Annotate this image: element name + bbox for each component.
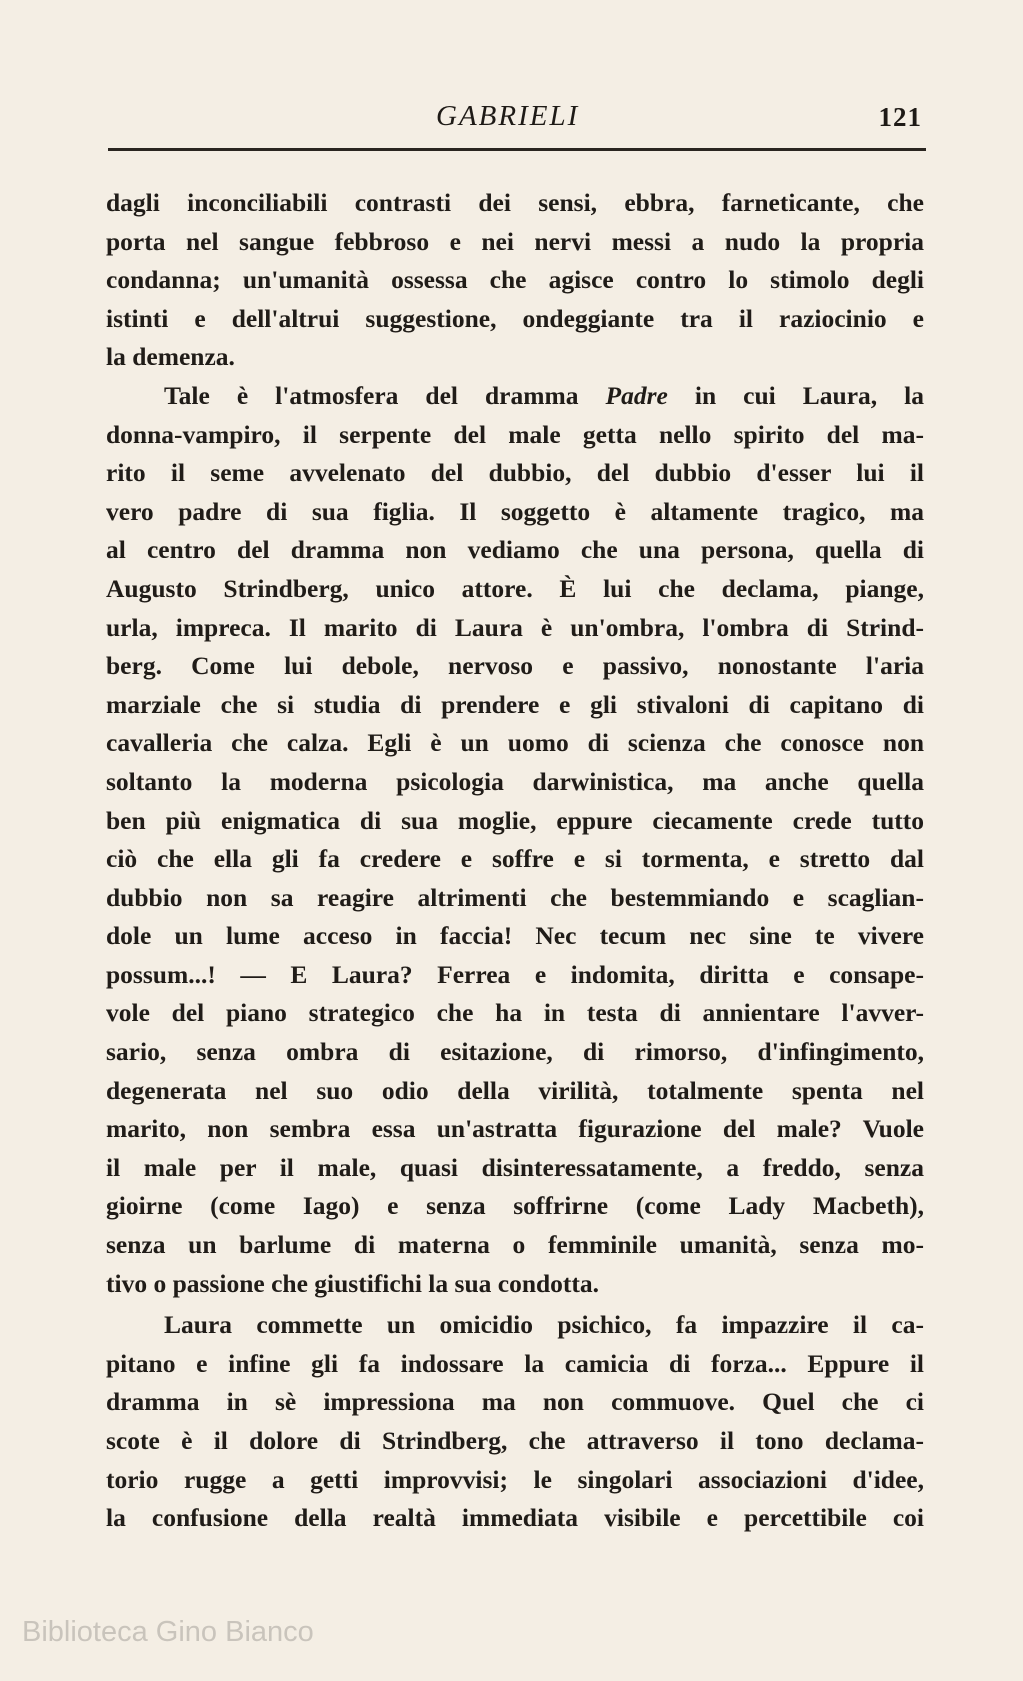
text-line: urla, impreca. Il marito di Laura è un'ombra, l'ombra di Strind- [106,612,924,642]
text-line: ciò che ella gli fa credere e soffre e si tormenta, e stretto dal [106,844,924,874]
paragraph [106,377,924,1303]
text-line: cavalleria che calza. Egli è un uomo di scienza che conosce non [106,728,924,758]
body-text [106,184,924,1538]
text-line: tivo o passione che giustifichi la sua condotta. [106,1268,600,1298]
text-line: Augusto Strindberg, unico attore. È lui che declama, piange, [106,573,924,603]
text-line: vero padre di sua figlia. Il soggetto è altamente tragico, ma [106,496,924,526]
text-line: marito, non sembra essa un'astratta figurazione del male? Vuole [106,1114,924,1144]
text-line: la confusione della realtà immediata visibile e percettibile coi [106,1503,924,1533]
text-line: senza un barlume di materna o femminile umanità, senza mo- [106,1230,924,1260]
text-line: gioirne (come Iago) e senza soffrirne (come Lady Macbeth), [106,1191,924,1221]
text-line: berg. Come lui debole, nervoso e passivo, nonostante l'aria [106,651,924,681]
text-line: sario, senza ombra di esitazione, di rimorso, d'infingimento, [106,1037,924,1067]
text-line: marziale che si studia di prendere e gli stivaloni di capitano di [106,689,924,719]
text-line: ben più enigmatica di sua moglie, eppure ciecamente crede tutto [106,805,924,835]
running-title: GABRIELI [436,100,580,132]
text-line: istinti e dell'altrui suggestione, ondeggiante tra il raziocinio e [106,303,924,333]
library-watermark: Biblioteca Gino Bianco [22,1616,314,1648]
text-line: pitano e infine gli fa indossare la camicia di forza... Eppure il [106,1348,924,1378]
text-line: rito il seme avvelenato del dubbio, del dubbio d'esser lui il [106,458,924,488]
text-line: la demenza. [106,342,235,372]
text-line: al centro del dramma non vediamo che una persona, quella di [106,535,924,565]
text-line: dagli inconciliabili contrasti dei sensi, ebbra, farneticante, che [106,188,924,217]
play-title: Padre [605,380,668,410]
paragraph [106,1306,924,1538]
text-line: dole un lume acceso in faccia! Nec tecum nec sine te vivere [106,921,924,951]
text-line: condanna; un'umanità ossessa che agisce contro lo stimolo degli [106,265,924,295]
text-line: possum...! — E Laura? Ferrea e indomita, diritta e consape- [106,959,924,989]
text-line: torio rugge a getti improvvisi; le singolari associazioni d'idee, [106,1464,924,1494]
running-header [106,96,924,144]
text-line: Tale è l'atmosfera del dramma Padre in cui Laura, la [164,380,924,410]
text-line: dubbio non sa reagire altrimenti che bestemmiando e scaglian- [106,882,924,912]
text-line: scote è il dolore di Strindberg, che attraverso il tono declama- [106,1426,924,1455]
paragraph [106,184,924,377]
text-line: soltanto la moderna psicologia darwinistica, ma anche quella [106,766,924,796]
text-line: Laura commette un omicidio psichico, fa impazzire il ca- [164,1310,924,1340]
text-line: vole del piano strategico che ha in testa di annientare l'avver- [106,998,924,1028]
text-line: donna-vampiro, il serpente del male getta nello spirito del ma- [106,419,924,449]
header-rule [108,148,926,151]
text-line: degenerata nel suo odio della virilità, totalmente spenta nel [106,1075,924,1105]
text-line: porta nel sangue febbroso e nei nervi messi a nudo la propria [106,226,924,256]
text-line: dramma in sè impressiona ma non commuove. Quel che ci [106,1387,924,1417]
page-number: 121 [878,102,922,132]
text-line: il male per il male, quasi disinteressatamente, a freddo, senza [106,1152,924,1182]
